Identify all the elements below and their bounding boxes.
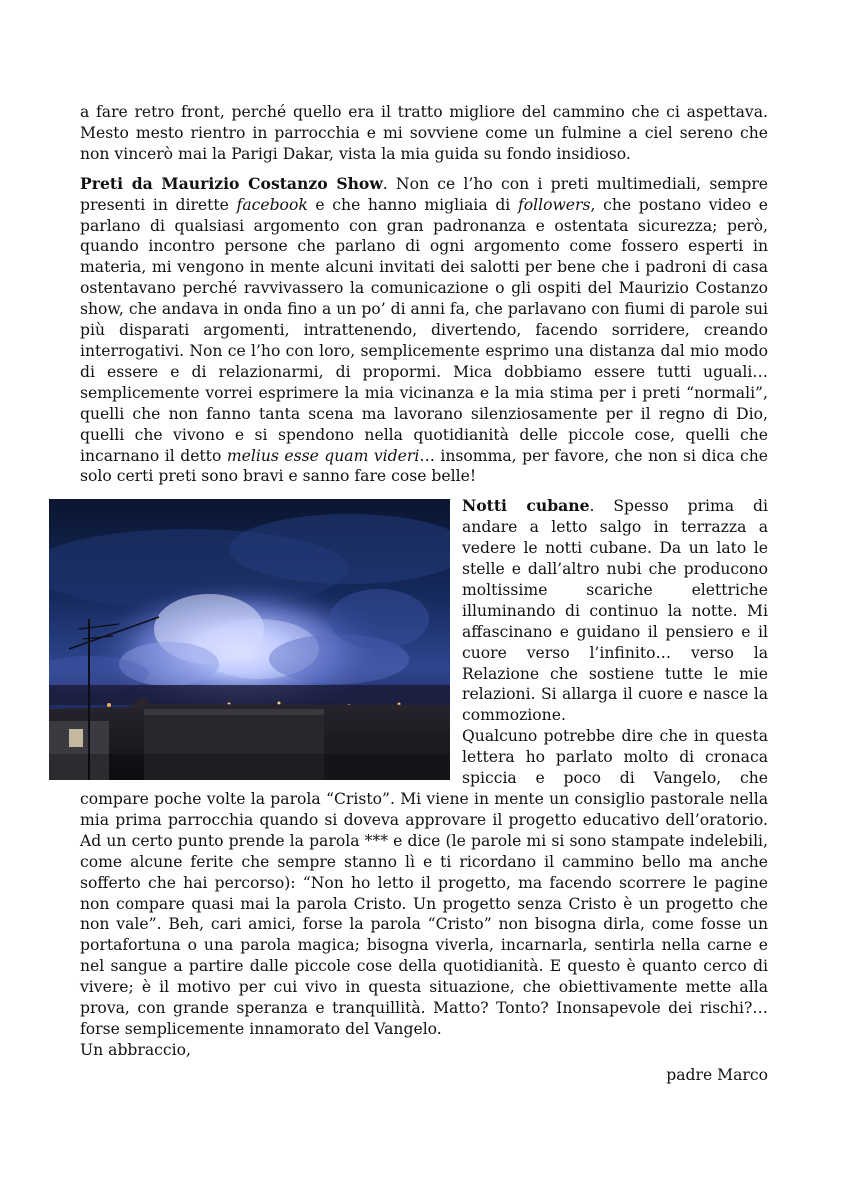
signature: padre Marco	[666, 1065, 768, 1084]
section-cristo-paragraph: Qualcuno potrebbe dire che in questa lettera ho parlato molto di cronaca spiccia e poco di Vangelo, che compare poche volte la parola “Cristo”. Mi viene in mente un consiglio pastorale nella mia prima parrocchia quando si doveva approvare il progetto educativo dell’oratorio. Ad un certo punto prende la parola *** e dice (le parole mi si sono stampate indelebili, come alcune ferite che sempre stanno lì e ti ricordano il cammino bello ma anche sofferto che hai percorso): “Non ho letto il progetto, ma facendo scorrere le pagine non compare quasi mai la parola Cristo. Un progetto senza Cristo è un progetto che non vale”. Beh, cari amici, forse la parola “Cristo” non bisogna dirla, come fosse un portafortuna o una parola magica; bisogna viverla, incarnarla, sentirla nella carne e nel sangue a partire dalle piccole cose della quotidianità. E questo è quanto cerco di vivere; è il motivo per cui vivo in questa situazione, che obiettivamente mette alla prova, con grande speranza e tranquillità. Matto? Tonto? Inonsapevole dei rischi?… forse semplicemente innamorato del Vangelo.	[80, 727, 768, 1038]
section-notti-heading: Notti cubane	[462, 496, 590, 516]
section-preti-heading: Preti da Maurizio Costanzo Show	[80, 173, 383, 193]
section-notti-paragraph: Notti cubane. Spesso prima di andare a letto salgo in terrazza a vedere le notti cubane. Da un lato le stelle e dall’altro nubi che producono moltissime scariche elettriche illuminando di continuo la notte. Mi affascinano e guidano il pensiero e il cuore verso l’infinito… verso la Relazione che sostiene tutte le mie relazioni. Si allarga il cuore e nasce la commozione.	[462, 496, 768, 725]
night-storm-photo	[49, 499, 450, 780]
letter-page	[80, 102, 768, 1086]
intro-paragraph: a fare retro front, perché quello era il tratto migliore del cammino che ci aspettava. Mesto mesto rientro in parrocchia e mi sovviene come un fulmine a ciel sereno che non vincerò mai la Parigi Dakar, vista la mia guida su fondo insidioso.	[80, 103, 768, 163]
section-preti-paragraph: Preti da Maurizio Costanzo Show. Non ce l’ho con i preti multimediali, sempre presenti in dirette facebook e che hanno migliaia di followers, che postano video e parlano di qualsiasi argomento con gran padronanza e ostentata sicurezza; però, quando incontro persone che parlano di ogni argomento come fossero esperti in materia, mi vengono in mente alcuni invitati dei salotti per bene che i padroni di casa ostentavano perché ravvivassero la comunicazione o gli ospiti del Maurizio Costanzo show, che andava in onda fino a un po’ di anni fa, che parlavano con fiumi di parole sui più disparati argomenti, intrattenendo, divertendo, facendo sorridere, creando interrogativi. Non ce l’ho con loro, semplicemente esprimo una distanza dal mio modo di essere e di relazionarmi, di propormi. Mica dobbiamo essere tutti uguali… semplicemente vorrei esprimere la mia vicinanza e la mia stima per i preti “normali”, quelli che non fanno tanta scena ma lavorano silenziosamente per il regno di Dio, quelli che vivono e si spendono nella quotidianità delle piccole cose, quelli che incarnano il detto melius esse quam videri… insomma, per favore, che non si dica che solo certi preti sono bravi e sanno fare cose belle!	[80, 173, 768, 486]
greeting-line: Un abbraccio,	[80, 1040, 191, 1059]
